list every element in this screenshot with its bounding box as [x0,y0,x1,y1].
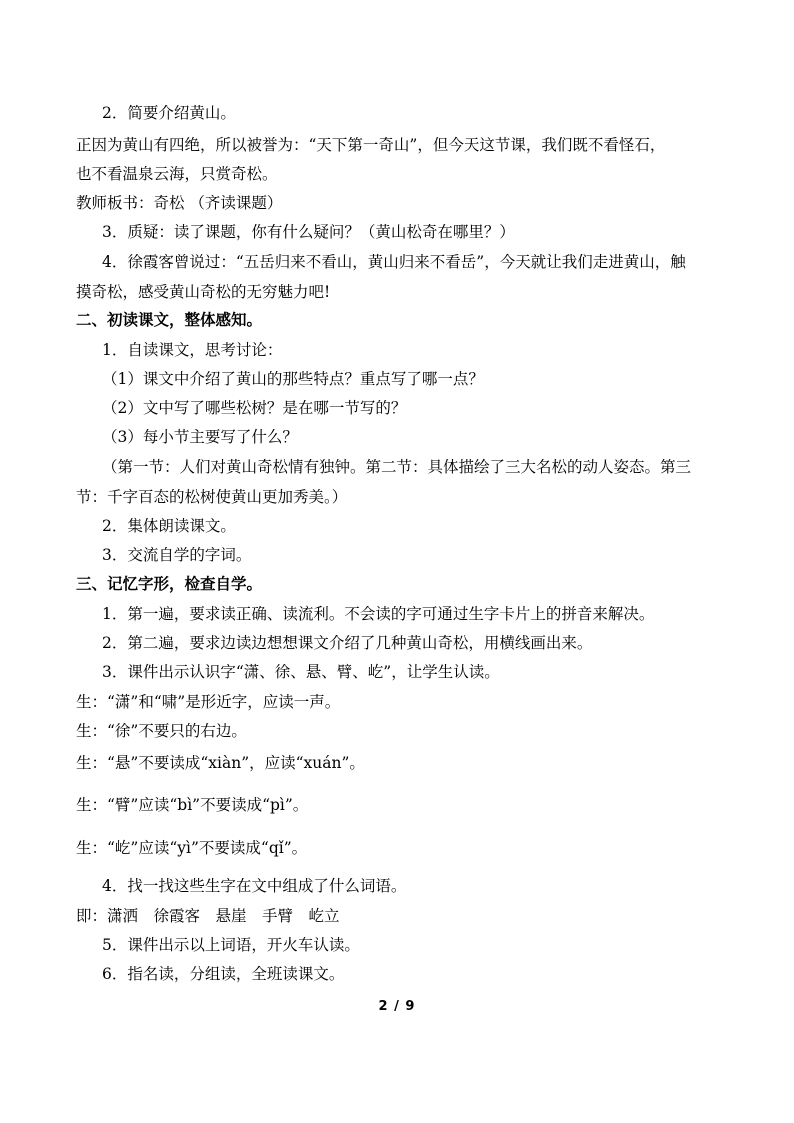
text-line: 节：千字百态的松树使黄山更加秀美。） [76,488,348,506]
text-line: 正因为黄山有四绝，所以被誉为：“天下第一奇山”，但今天这节课，我们既不看怪石， [76,136,666,154]
text-line: 也不看温泉云海，只赏奇松。 [76,165,278,183]
text-line: 2．集体朗读课文。 [102,517,236,535]
text-line: 生：“屹”应读“yì”不要读成“qǐ”。 [76,839,308,857]
text-line: 生：“悬”不要读成“xiàn”，应读“xuán”。 [76,754,365,772]
text-line: 3．课件出示认识字“潇、徐、悬、臂、屹”，让学生认读。 [102,663,500,681]
text-line: 生：“臂”应读“bì”不要读成“pì”。 [76,796,309,814]
text-line-step-4: 4．徐霞客曾说过：“五岳归来不看山，黄山归来不看岳”，今天就让我们走进黄山，触 [102,253,686,271]
text-line: （2）文中写了哪些松树？是在哪一节写的？ [102,399,407,417]
section-heading-3: 三、记忆字形，检查自学。 [76,574,263,593]
text-line: 4．找一找这些生字在文中组成了什么词语。 [102,877,407,895]
text-line: 2．第二遍，要求边读边想想课文介绍了几种黄山奇松，用横线画出来。 [102,634,593,652]
text-line: 5．课件出示以上词语，开火车认读。 [102,936,360,954]
text-line: （3）每小节主要写了什么？ [102,428,298,446]
text-line: 生：“徐”不要只的右边。 [76,722,247,740]
text-line: 1．自读课文，思考讨论： [102,341,283,359]
text-line: 教师板书：奇松 （齐读课题） [76,194,283,212]
text-line: 3．交流自学的字词。 [102,546,252,564]
text-line-step-3: 3．质疑：读了课题，你有什么疑问？（黄山松奇在哪里？） [102,223,515,241]
page-number: 2 / 9 [378,999,416,1014]
text-line: （1）课文中介绍了黄山的那些特点？重点写了哪一点？ [102,370,484,388]
text-line: 6．指名读，分组读，全班读课文。 [102,965,345,983]
text-line: 摸奇松，感受黄山奇松的无穷魅力吧! [76,283,331,301]
text-line: （第一节：人们对黄山奇松情有独钟。第二节：具体描绘了三大名松的动人姿态。第三 [102,458,692,476]
text-line-step-2: 2．简要介绍黄山。 [102,104,236,122]
text-line: 生：“潇”和“啸”是形近字，应读一声。 [76,693,341,711]
text-line: 即：潇洒 徐霞客 悬崖 手臂 屹立 [76,907,340,925]
text-line: 1．第一遍，要求读正确、读流利。不会读的字可通过生字卡片上的拼音来解决。 [102,605,655,623]
section-heading-2: 二、初读课文，整体感知。 [76,310,263,329]
